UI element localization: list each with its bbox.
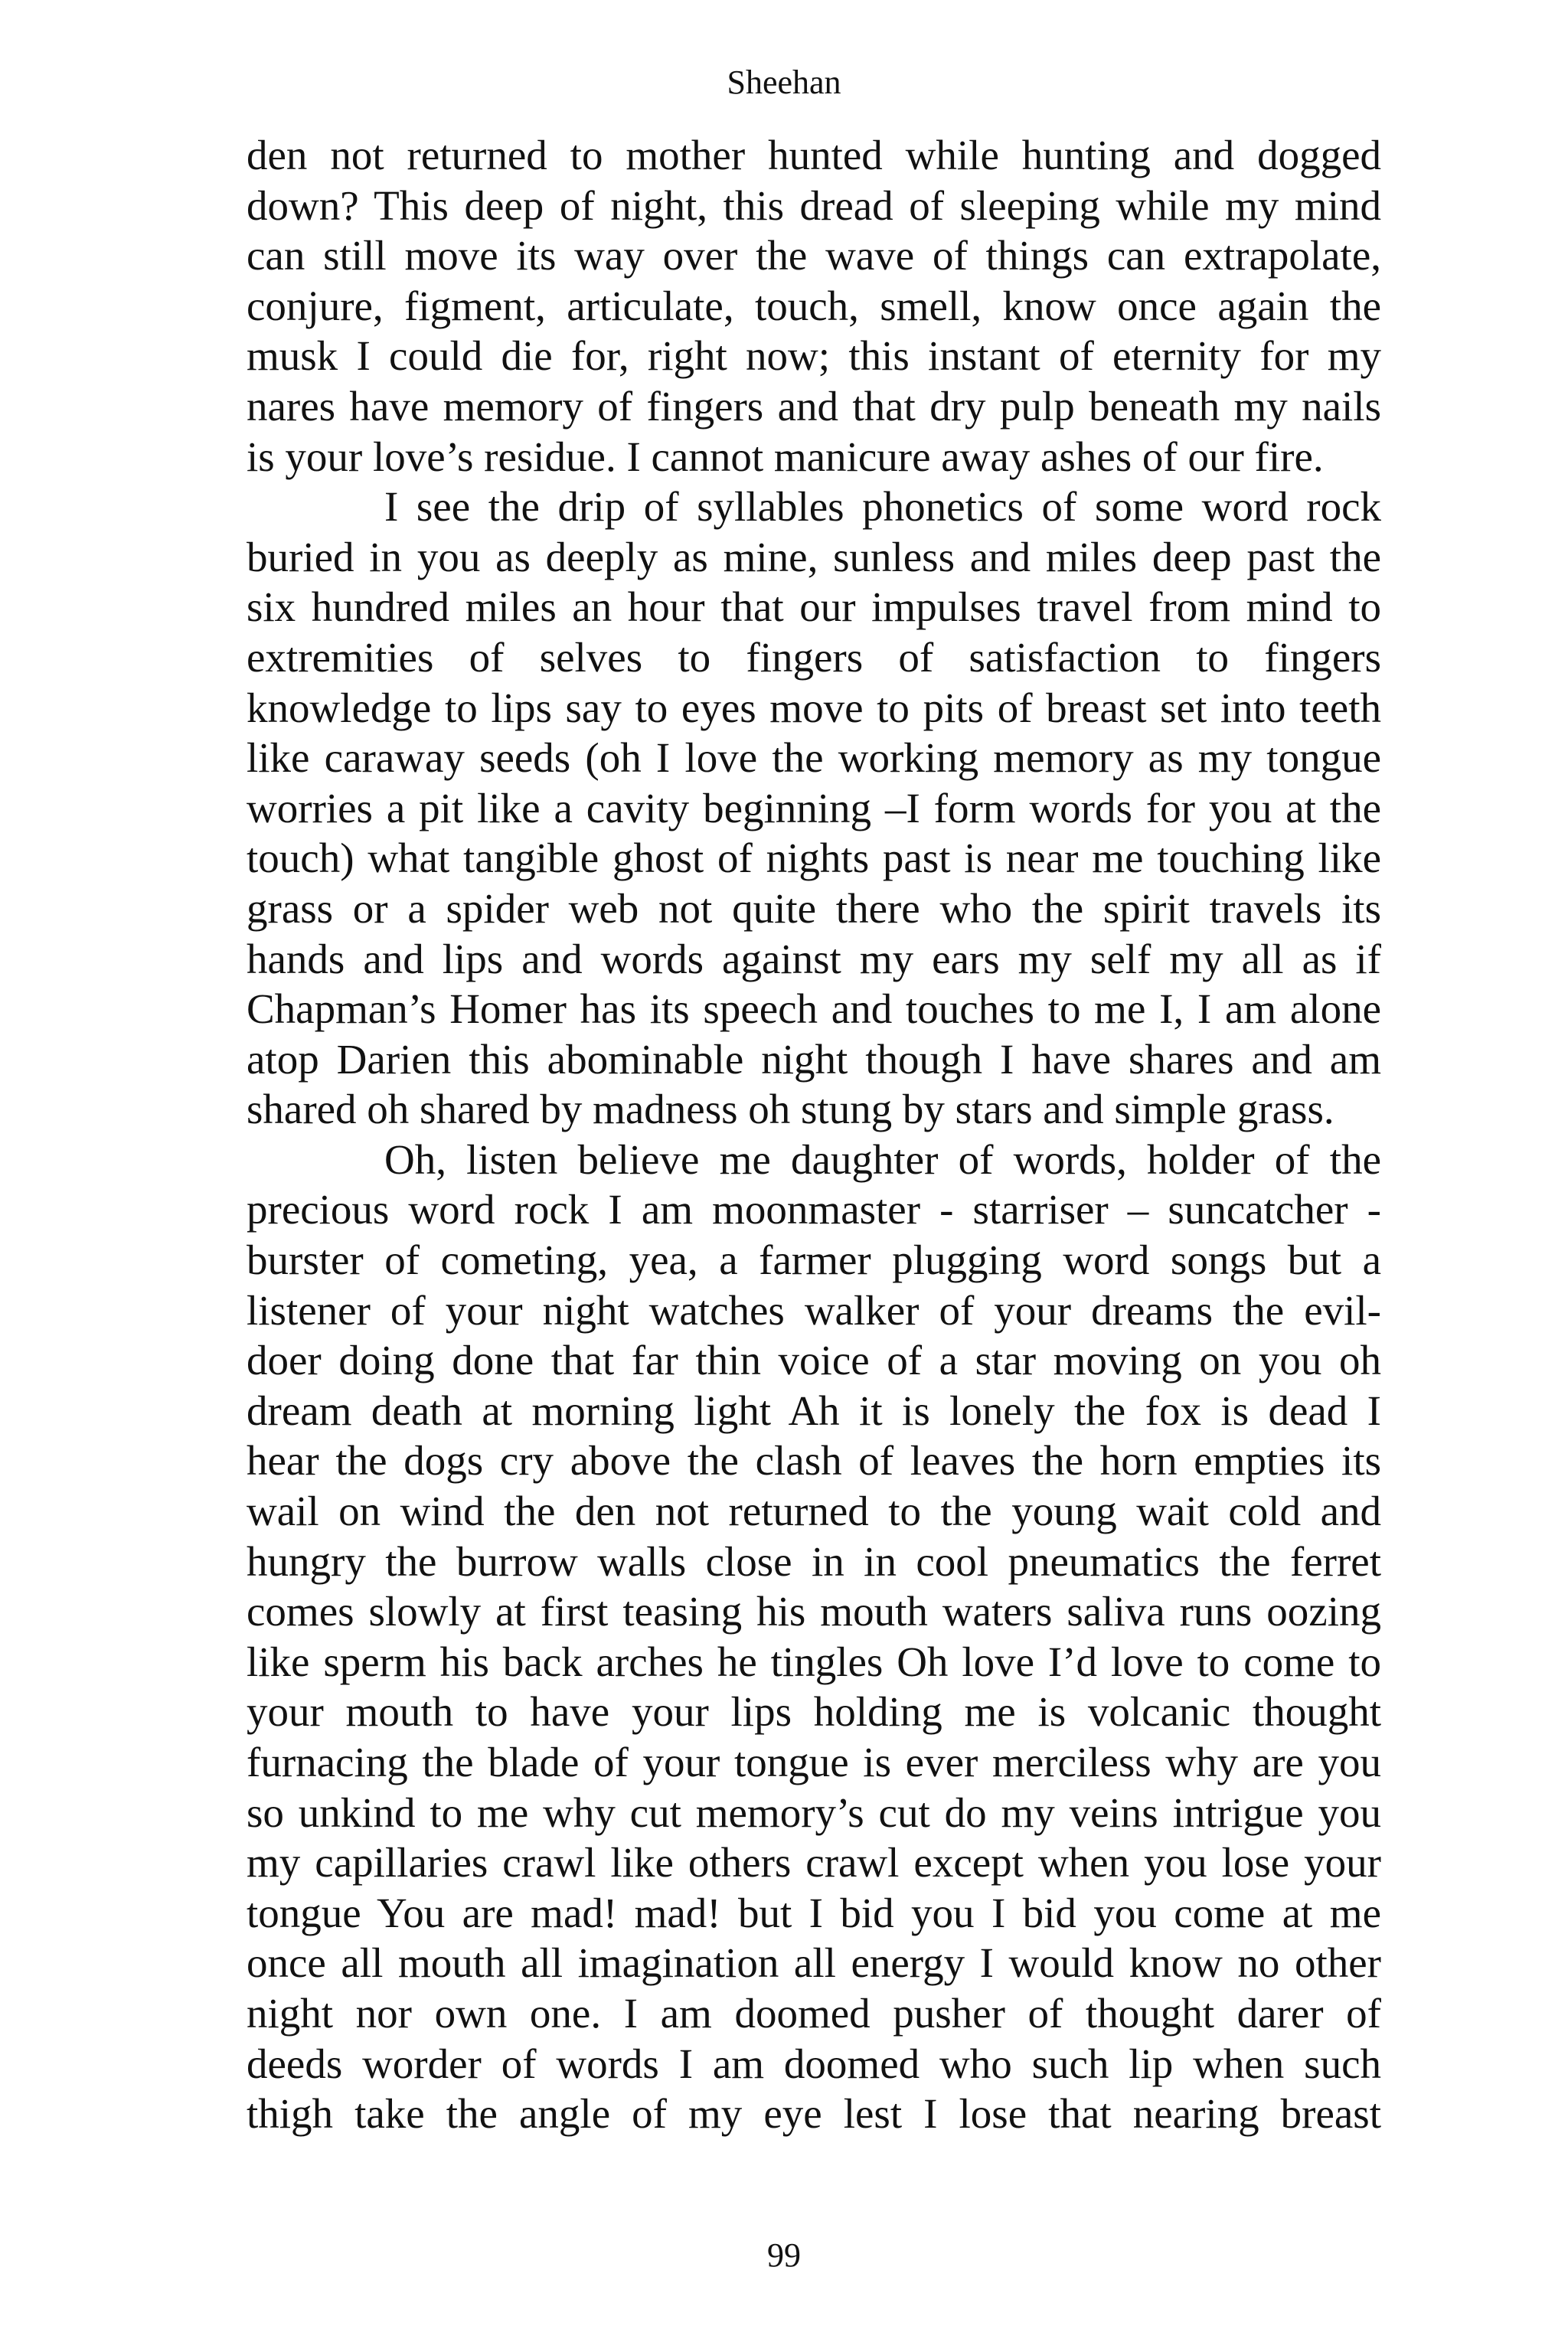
text-line: furnacing the blade of your tongue is ever merciless why are you	[247, 1739, 1381, 1785]
text-line: conjure, figment, articulate, touch, smell, know once again the	[247, 282, 1381, 329]
text-line: thigh take the angle of my eye lest I lose that nearing breast	[247, 2090, 1381, 2138]
text-line: my capillaries crawl like others crawl except when you lose your	[247, 1839, 1381, 1886]
text-line: doer doing done that far thin voice of a star moving on you oh	[247, 1337, 1381, 1384]
text-line: like caraway seeds (oh I love the working memory as my tongue	[247, 734, 1381, 782]
text-line: night nor own one. I am doomed pusher of thought darer of	[247, 1989, 1381, 2037]
paragraph-first-line: Oh, listen believe me daughter of words, holder of the	[384, 1135, 1381, 1183]
text-line: atop Darien this abominable night though I have shares and am	[247, 1035, 1381, 1083]
running-head: Sheehan	[727, 64, 841, 101]
text-line: deeds worder of words I am doomed who such lip when such	[247, 2040, 1381, 2087]
text-line: tongue You are mad! mad! but I bid you I bid you come at me	[247, 1889, 1381, 1936]
text-line: like sperm his back arches he tingles Oh love I’d love to come to	[247, 1638, 1381, 1685]
text-line: extremities of selves to fingers of satisfaction to fingers	[247, 633, 1381, 681]
text-line: buried in you as deeply as mine, sunless and miles deep past the	[247, 533, 1381, 580]
text-line: hungry the burrow walls close in in cool pneumatics the ferret	[247, 1537, 1381, 1585]
text-line: burster of cometing, yea, a farmer plugging word songs but a	[247, 1236, 1381, 1284]
body-text	[247, 130, 1381, 2139]
text-line: once all mouth all imagination all energy I would know no other	[247, 1939, 1381, 1987]
text-line: your mouth to have your lips holding me is volcanic thought	[247, 1688, 1381, 1736]
text-line: precious word rock I am moonmaster - starriser – suncatcher -	[247, 1186, 1381, 1233]
text-line: touch) what tangible ghost of nights past is near me touching like	[247, 835, 1381, 882]
text-line: knowledge to lips say to eyes move to pits of breast set into teeth	[247, 684, 1381, 731]
text-line: wail on wind the den not returned to the young wait cold and	[247, 1488, 1381, 1535]
text-line: grass or a spider web not quite there who the spirit travels its	[247, 884, 1381, 932]
text-line: is your love’s residue. I cannot manicure away ashes of our fire.	[247, 433, 1324, 480]
text-line: hear the dogs cry above the clash of leaves the horn empties its	[247, 1437, 1381, 1485]
text-line: den not returned to mother hunted while hunting and dogged	[247, 132, 1381, 178]
text-line: hands and lips and words against my ears my self my all as if	[247, 935, 1381, 982]
text-line: musk I could die for, right now; this instant of eternity for my	[247, 332, 1381, 380]
page-number: 99	[767, 2236, 801, 2274]
text-line: comes slowly at first teasing his mouth waters saliva runs oozing	[247, 1588, 1381, 1635]
text-line: can still move its way over the wave of things can extrapolate,	[247, 232, 1381, 279]
text-line: Chapman’s Homer has its speech and touches to me I, I am alone	[247, 985, 1381, 1033]
text-line: listener of your night watches walker of your dreams the evil-	[247, 1286, 1381, 1334]
text-line: worries a pit like a cavity beginning –I form words for you at the	[247, 784, 1381, 831]
text-line: shared oh shared by madness oh stung by stars and simple grass.	[247, 1086, 1334, 1133]
text-line: nares have memory of fingers and that dry pulp beneath my nails	[247, 382, 1381, 430]
text-line: six hundred miles an hour that our impulses travel from mind to	[247, 583, 1381, 631]
text-line: so unkind to me why cut memory’s cut do my veins intrigue you	[247, 1788, 1381, 1836]
paragraph-first-line: I see the drip of syllables phonetics of some word rock	[384, 483, 1381, 531]
text-line: down? This deep of night, this dread of sleeping while my mind	[247, 181, 1381, 229]
text-line: dream death at morning light Ah it is lonely the fox is dead I	[247, 1387, 1381, 1434]
